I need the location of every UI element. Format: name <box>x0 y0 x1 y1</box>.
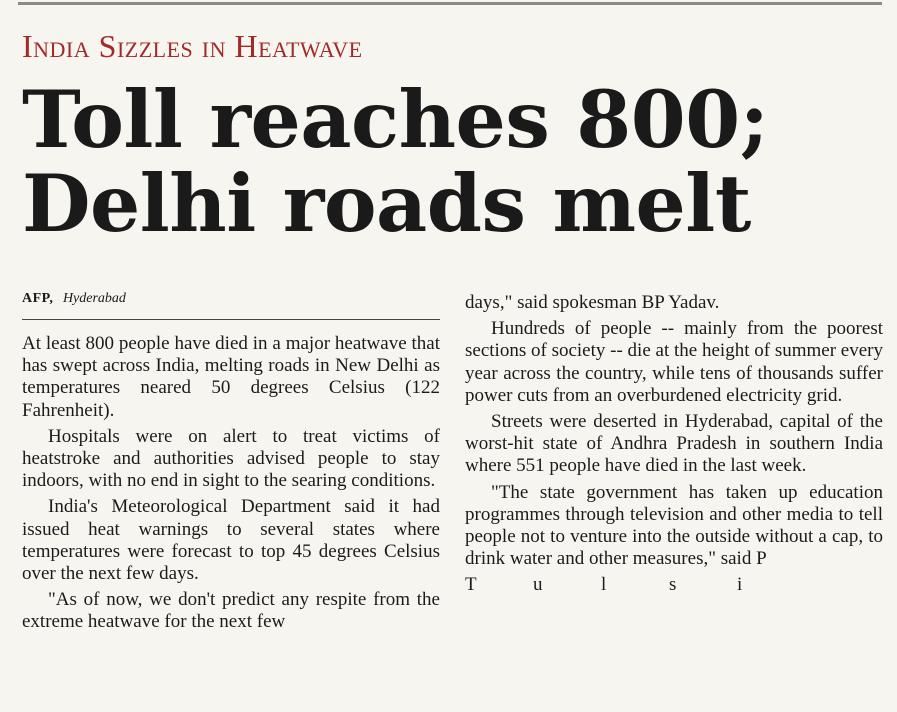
article-column-right <box>465 292 883 601</box>
tail-letter: T <box>465 574 477 596</box>
top-rule <box>18 2 882 5</box>
paragraph: "The state government has taken up education programmes through television and other media to tell people not to venture into the outside without a cap, to drink water and other measures," said P <box>465 481 883 570</box>
paragraph-tail <box>465 574 883 596</box>
headline-line-2: Delhi roads melt <box>22 157 751 250</box>
paragraph: At least 800 people have died in a major heatwave that has swept across India, melting roads in New Delhi as temperatures neared 50 degrees Celsius (122 Fahrenheit). <box>22 333 440 421</box>
tail-letter: l <box>601 574 607 596</box>
tail-letter: i <box>737 574 743 596</box>
byline-rule <box>22 319 440 320</box>
section-kicker: India Sizzles in Heatwave <box>22 28 363 64</box>
paragraph: Hospitals were on alert to treat victims of heatstroke and authorities advised people to stay indoors, with no end in sight to the searing conditions. <box>22 425 440 492</box>
paragraph: days," said spokesman BP Yadav. <box>465 292 720 313</box>
tail-letter: u <box>533 574 543 596</box>
paragraph: Hundreds of people -- mainly from the poorest sections of society -- die at the height of summer every year across the country, while tens of thousands suffer power cuts from an overburdened electricity grid. <box>465 318 883 406</box>
byline <box>22 292 126 306</box>
paragraph: India's Meteorological Department said it had issued heat warnings to several states where temperatures were forecast to top 45 degrees Celsius over the next few days. <box>22 496 440 585</box>
byline-place: Hyderabad <box>62 291 126 306</box>
article-column-left <box>22 333 440 638</box>
tail-letter: s <box>669 574 677 596</box>
paragraph: "As of now, we don't predict any respite from the extreme heatwave for the next few <box>22 589 440 633</box>
headline-line-1: Toll reaches 800; <box>22 73 769 166</box>
headline <box>22 73 882 250</box>
byline-agency: AFP, <box>22 291 54 306</box>
paragraph: Streets were deserted in Hyderabad, capital of the worst-hit state of Andhra Pradesh in southern India where 551 people have died in the last week. <box>465 411 883 477</box>
